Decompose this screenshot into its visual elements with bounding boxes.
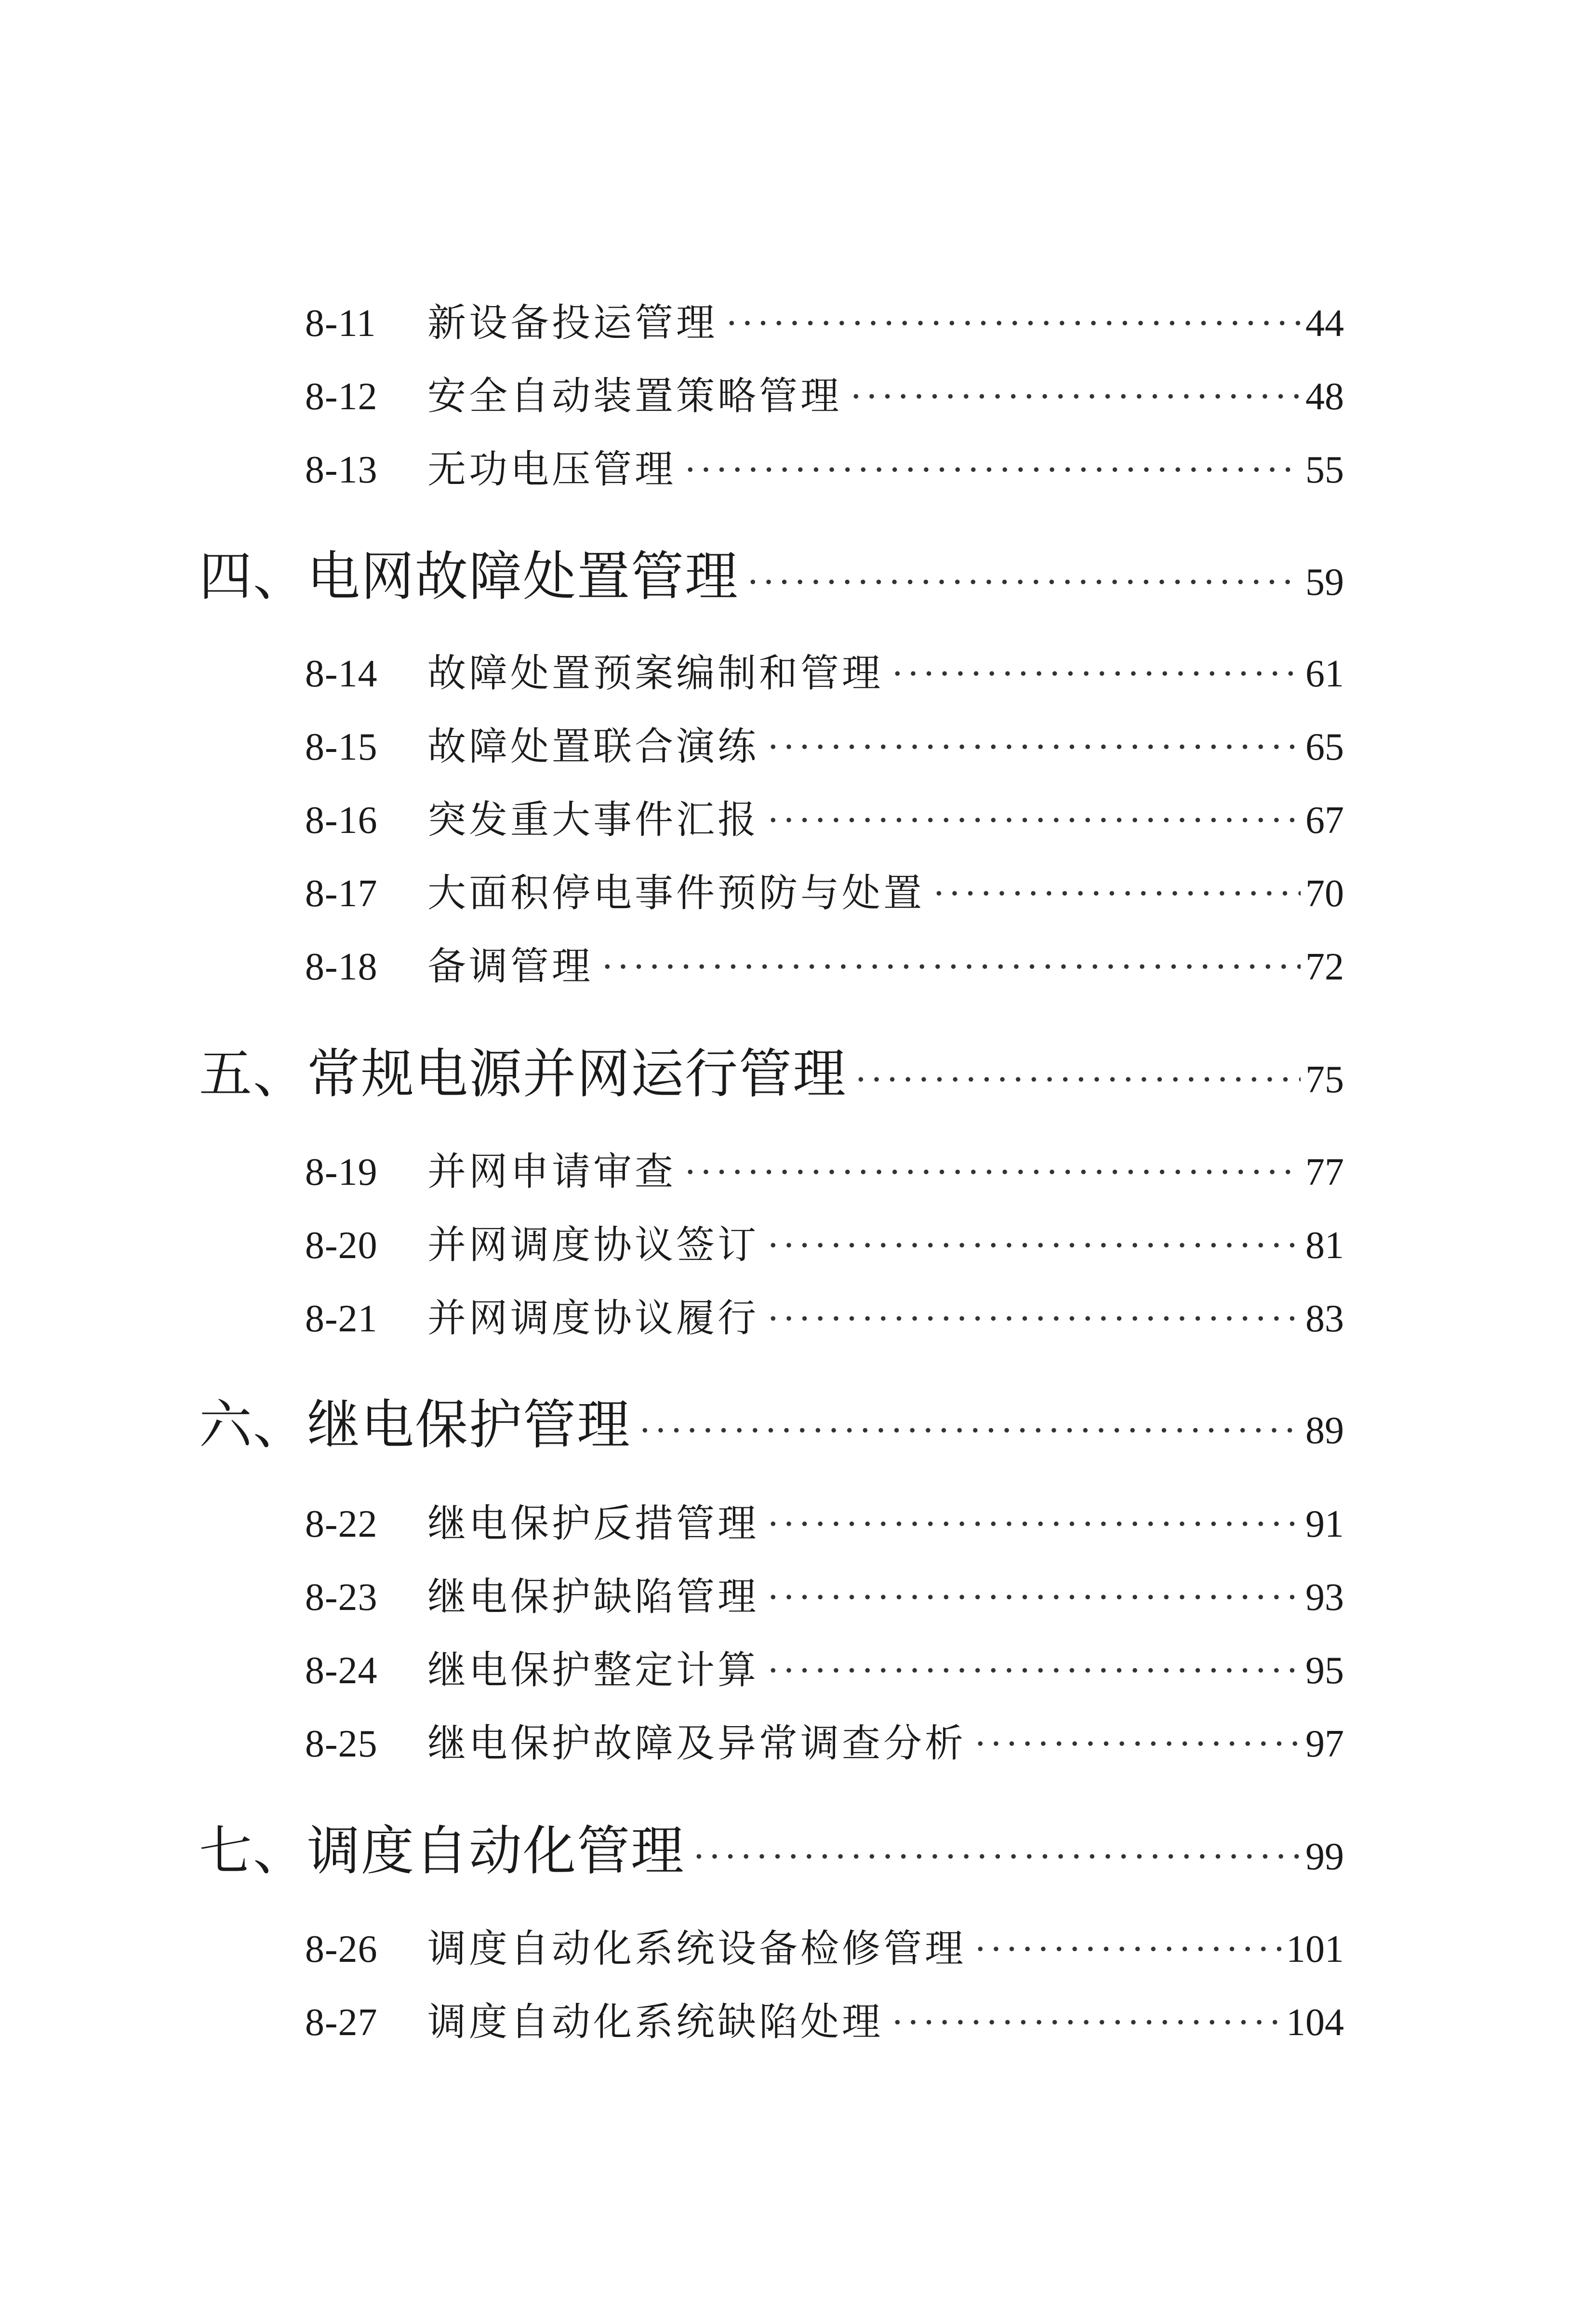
section-title: 六、继电保护管理 bbox=[199, 1394, 631, 1456]
entry-page-number: 70 bbox=[1305, 872, 1344, 915]
section-page-number: 99 bbox=[1305, 1836, 1344, 1878]
entry-title: 并网申请审查 bbox=[427, 1151, 676, 1193]
toc-section-heading[interactable] bbox=[199, 1032, 1344, 1108]
entry-page-number: 83 bbox=[1305, 1298, 1344, 1340]
entry-page-number: 91 bbox=[1305, 1503, 1344, 1545]
entry-number: 8-26 bbox=[305, 1928, 378, 1971]
entry-page-number: 77 bbox=[1305, 1151, 1344, 1193]
entry-number: 8-25 bbox=[305, 1723, 378, 1765]
entry-page-number: 67 bbox=[1305, 799, 1344, 842]
toc-entry[interactable] bbox=[305, 715, 1344, 771]
toc-entry[interactable] bbox=[305, 935, 1344, 991]
toc-entry[interactable] bbox=[305, 642, 1344, 697]
section-page-number: 89 bbox=[1305, 1409, 1344, 1452]
dot-leader bbox=[767, 1502, 1301, 1546]
section-title: 五、常规电源并网运行管理 bbox=[199, 1043, 847, 1105]
entry-number: 8-24 bbox=[305, 1649, 378, 1692]
entry-title: 备调管理 bbox=[427, 946, 593, 988]
dot-leader bbox=[684, 448, 1301, 492]
entry-number: 8-21 bbox=[305, 1298, 378, 1340]
entry-title: 并网调度协议履行 bbox=[427, 1298, 759, 1340]
entry-title: 新设备投运管理 bbox=[427, 302, 718, 345]
section-title: 七、调度自动化管理 bbox=[199, 1820, 685, 1882]
dot-leader bbox=[767, 1224, 1301, 1268]
dot-leader bbox=[767, 1576, 1301, 1620]
toc-entry[interactable] bbox=[305, 862, 1344, 917]
entry-number: 8-12 bbox=[305, 375, 378, 418]
entry-number: 8-23 bbox=[305, 1576, 378, 1619]
dot-leader bbox=[746, 561, 1301, 604]
entry-title: 大面积停电事件预防与处置 bbox=[427, 872, 925, 915]
entry-title: 继电保护整定计算 bbox=[427, 1649, 759, 1692]
entry-title: 无功电压管理 bbox=[427, 449, 676, 491]
dot-leader bbox=[767, 1297, 1301, 1341]
entry-number: 8-19 bbox=[305, 1151, 378, 1193]
section-page-number: 75 bbox=[1305, 1059, 1344, 1101]
dot-leader bbox=[932, 872, 1301, 916]
toc-entry[interactable] bbox=[305, 1492, 1344, 1548]
toc-entry[interactable] bbox=[305, 292, 1344, 347]
dot-leader bbox=[854, 1058, 1301, 1102]
dot-leader bbox=[974, 1722, 1301, 1766]
dot-leader bbox=[767, 1649, 1301, 1693]
entry-page-number: 104 bbox=[1286, 2001, 1344, 2044]
entry-number: 8-13 bbox=[305, 449, 378, 491]
toc-section-heading[interactable] bbox=[199, 534, 1344, 610]
entry-title: 故障处置预案编制和管理 bbox=[427, 653, 883, 695]
entry-page-number: 44 bbox=[1305, 302, 1344, 345]
entry-title: 继电保护故障及异常调查分析 bbox=[427, 1723, 966, 1765]
toc-entry[interactable] bbox=[305, 1639, 1344, 1694]
entry-title: 调度自动化系统缺陷处理 bbox=[427, 2001, 883, 2044]
entry-page-number: 97 bbox=[1305, 1723, 1344, 1765]
entry-page-number: 95 bbox=[1305, 1649, 1344, 1692]
entry-page-number: 48 bbox=[1305, 375, 1344, 418]
entry-title: 并网调度协议签订 bbox=[427, 1224, 759, 1267]
entry-title: 突发重大事件汇报 bbox=[427, 799, 759, 842]
toc-entry[interactable] bbox=[305, 438, 1344, 494]
dot-leader bbox=[692, 1835, 1301, 1879]
toc-entry[interactable] bbox=[305, 1712, 1344, 1768]
dot-leader bbox=[974, 1928, 1281, 1971]
entry-page-number: 65 bbox=[1305, 726, 1344, 768]
entry-page-number: 61 bbox=[1305, 653, 1344, 695]
toc-entry[interactable] bbox=[305, 1140, 1344, 1196]
entry-number: 8-22 bbox=[305, 1503, 378, 1545]
toc-entry[interactable] bbox=[305, 1287, 1344, 1342]
entry-number: 8-20 bbox=[305, 1224, 378, 1267]
dot-leader bbox=[684, 1151, 1301, 1194]
entry-number: 8-14 bbox=[305, 653, 378, 695]
toc-entry[interactable] bbox=[305, 1214, 1344, 1269]
entry-page-number: 93 bbox=[1305, 1576, 1344, 1619]
dot-leader bbox=[891, 652, 1301, 696]
entry-page-number: 55 bbox=[1305, 449, 1344, 491]
dot-leader bbox=[767, 799, 1301, 843]
dot-leader bbox=[638, 1409, 1301, 1453]
entry-number: 8-27 bbox=[305, 2001, 378, 2044]
section-page-number: 59 bbox=[1305, 561, 1344, 603]
dot-leader bbox=[601, 945, 1301, 989]
section-title: 四、电网故障处置管理 bbox=[199, 546, 739, 607]
entry-number: 8-16 bbox=[305, 799, 378, 842]
dot-leader bbox=[850, 375, 1301, 419]
entry-title: 继电保护缺陷管理 bbox=[427, 1576, 759, 1619]
toc-entry[interactable] bbox=[305, 365, 1344, 420]
entry-number: 8-18 bbox=[305, 946, 378, 988]
toc-section-heading[interactable] bbox=[199, 1382, 1344, 1459]
entry-title: 调度自动化系统设备检修管理 bbox=[427, 1928, 966, 1971]
entry-page-number: 72 bbox=[1305, 946, 1344, 988]
entry-number: 8-11 bbox=[305, 302, 376, 345]
toc-entry[interactable] bbox=[305, 1991, 1344, 2046]
toc-entry[interactable] bbox=[305, 1566, 1344, 1621]
dot-leader bbox=[767, 725, 1301, 769]
entry-page-number: 101 bbox=[1286, 1928, 1344, 1971]
toc-entry[interactable] bbox=[305, 1917, 1344, 1973]
entry-title: 安全自动装置策略管理 bbox=[427, 375, 842, 418]
dot-leader bbox=[891, 2001, 1281, 2045]
toc-section-heading[interactable] bbox=[199, 1809, 1344, 1885]
toc-entry[interactable] bbox=[305, 789, 1344, 844]
entry-number: 8-15 bbox=[305, 726, 378, 768]
entry-page-number: 81 bbox=[1305, 1224, 1344, 1267]
dot-leader bbox=[725, 302, 1301, 346]
entry-title: 继电保护反措管理 bbox=[427, 1503, 759, 1545]
entry-title: 故障处置联合演练 bbox=[427, 726, 759, 768]
entry-number: 8-17 bbox=[305, 872, 378, 915]
